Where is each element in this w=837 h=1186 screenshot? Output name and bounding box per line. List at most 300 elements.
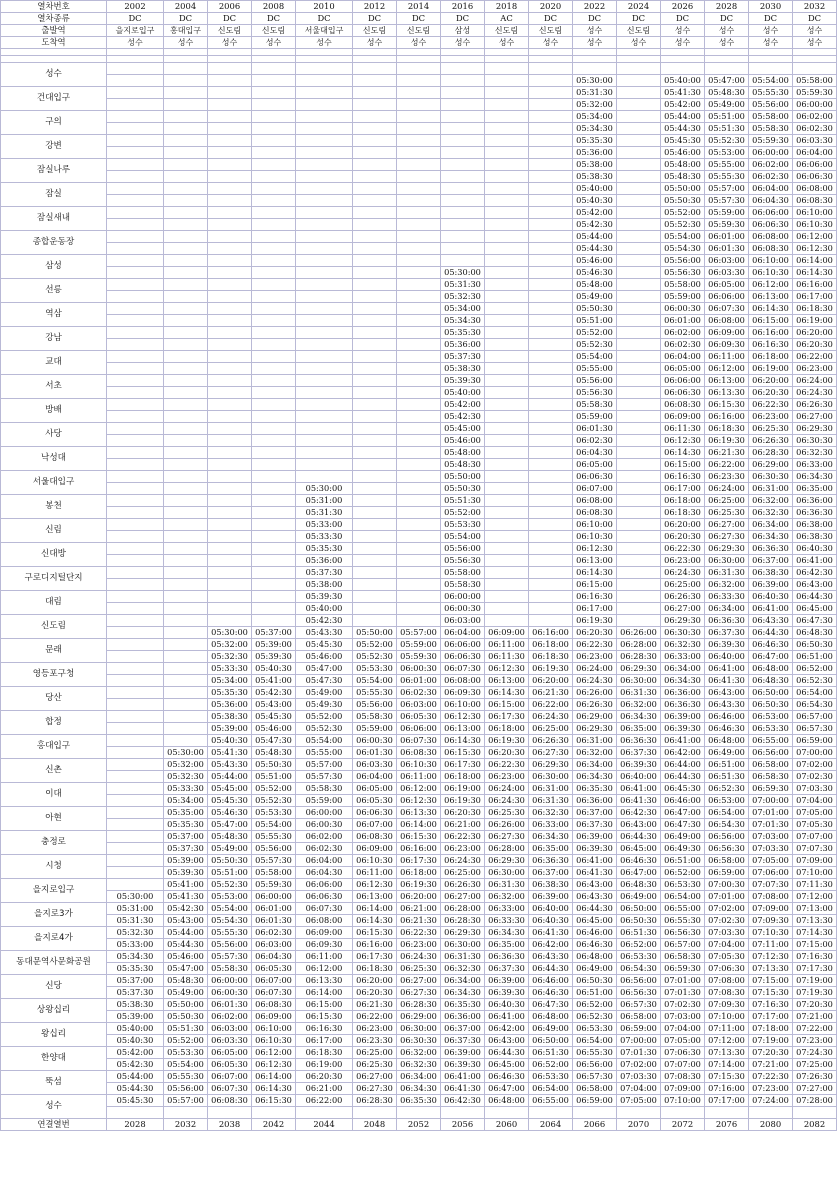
time-cell: 06:35:30: [397, 1095, 441, 1107]
time-cell: [164, 339, 208, 351]
time-cell: 07:10:00: [705, 1011, 749, 1023]
time-cell: [529, 207, 573, 219]
time-cell: 05:58:00: [793, 75, 837, 87]
time-cell: 06:12:30: [397, 795, 441, 807]
time-cell: 06:48:00: [529, 1011, 573, 1023]
time-cell: [164, 579, 208, 591]
header-cell: DC: [397, 13, 441, 25]
time-cell: [164, 603, 208, 615]
time-cell: 05:46:00: [573, 255, 617, 267]
time-cell: [208, 531, 252, 543]
time-cell: 05:54:00: [208, 903, 252, 915]
time-cell: 05:40:30: [107, 1035, 164, 1047]
time-cell: 07:03:00: [749, 831, 793, 843]
time-cell: 06:03:00: [705, 255, 749, 267]
time-cell: [441, 123, 485, 135]
time-cell: 06:44:30: [485, 1047, 529, 1059]
time-cell: 06:05:00: [208, 1047, 252, 1059]
time-cell: 06:41:00: [441, 1071, 485, 1083]
time-cell: [485, 591, 529, 603]
header-cell: 홍대입구: [164, 25, 208, 37]
time-cell: [397, 399, 441, 411]
time-cell: 06:49:00: [661, 831, 705, 843]
time-cell: 06:00:00: [441, 591, 485, 603]
time-cell: [485, 579, 529, 591]
time-cell: 05:36:00: [573, 147, 617, 159]
time-cell: 07:08:30: [661, 1071, 705, 1083]
header-cell: 성수: [208, 37, 252, 49]
time-cell: 06:34:30: [617, 711, 661, 723]
time-cell: [296, 291, 353, 303]
time-cell: [164, 1107, 208, 1119]
station-row: [1, 951, 837, 963]
time-cell: 06:22:30: [397, 927, 441, 939]
time-cell: [107, 459, 164, 471]
time-cell: 06:46:30: [485, 1071, 529, 1083]
time-cell: [107, 315, 164, 327]
time-cell: 06:46:00: [529, 975, 573, 987]
time-cell: [164, 435, 208, 447]
time-cell: 06:22:30: [749, 399, 793, 411]
time-cell: 06:55:00: [749, 735, 793, 747]
time-cell: 06:43:00: [485, 1035, 529, 1047]
time-cell: 07:05:00: [793, 807, 837, 819]
time-cell: [485, 219, 529, 231]
time-cell: 06:40:30: [529, 915, 573, 927]
time-cell: 06:21:30: [397, 915, 441, 927]
time-cell: [485, 399, 529, 411]
time-cell: [397, 183, 441, 195]
time-cell: 06:43:30: [705, 699, 749, 711]
header-cell: 신도림: [353, 25, 397, 37]
time-cell: 06:28:30: [441, 915, 485, 927]
time-cell: 06:15:00: [485, 699, 529, 711]
time-cell: 06:07:30: [705, 303, 749, 315]
spacer-cell: [793, 56, 837, 63]
time-cell: 06:40:00: [617, 771, 661, 783]
time-cell: 06:16:00: [397, 843, 441, 855]
time-cell: 06:32:30: [529, 807, 573, 819]
time-cell: 06:15:00: [749, 315, 793, 327]
time-cell: 06:24:30: [793, 387, 837, 399]
time-cell: 06:32:00: [573, 747, 617, 759]
time-cell: [397, 291, 441, 303]
header-cell: 성수: [107, 37, 164, 49]
station-name: 잠실나루: [1, 159, 107, 183]
time-cell: 06:23:30: [705, 471, 749, 483]
time-cell: 06:42:30: [793, 567, 837, 579]
time-cell: 06:22:30: [485, 759, 529, 771]
time-cell: [107, 483, 164, 495]
time-cell: 06:25:00: [353, 1047, 397, 1059]
time-cell: 06:07:30: [208, 1083, 252, 1095]
time-cell: 07:18:00: [749, 1023, 793, 1035]
time-cell: 06:01:30: [252, 915, 296, 927]
time-cell: 05:39:00: [107, 1011, 164, 1023]
station-name: 동대문역사문화공원: [1, 951, 107, 975]
time-cell: 05:48:00: [661, 159, 705, 171]
time-cell: 06:49:30: [661, 843, 705, 855]
time-cell: [208, 315, 252, 327]
time-cell: 06:14:30: [485, 687, 529, 699]
station-row: [1, 711, 837, 723]
time-cell: [485, 279, 529, 291]
time-cell: 06:53:00: [705, 795, 749, 807]
time-cell: 05:38:30: [573, 171, 617, 183]
time-cell: [529, 75, 573, 87]
station-name: 상왕십리: [1, 999, 107, 1023]
time-cell: [107, 555, 164, 567]
time-cell: [296, 219, 353, 231]
time-cell: [107, 867, 164, 879]
time-cell: 05:56:00: [749, 99, 793, 111]
time-cell: 06:09:00: [252, 1011, 296, 1023]
time-cell: 05:47:30: [296, 675, 353, 687]
time-cell: 06:06:00: [661, 375, 705, 387]
time-cell: 05:56:00: [441, 543, 485, 555]
time-cell: [208, 87, 252, 99]
time-cell: 07:11:00: [749, 939, 793, 951]
time-cell: [164, 459, 208, 471]
time-cell: 05:52:00: [252, 783, 296, 795]
time-cell: [107, 423, 164, 435]
time-cell: [353, 507, 397, 519]
time-cell: [107, 111, 164, 123]
time-cell: 05:33:30: [296, 531, 353, 543]
time-cell: [107, 219, 164, 231]
time-cell: 05:56:30: [573, 387, 617, 399]
time-cell: 06:15:30: [252, 1095, 296, 1107]
time-cell: 06:19:30: [529, 663, 573, 675]
time-cell: 05:55:30: [749, 87, 793, 99]
time-cell: [617, 183, 661, 195]
time-cell: [397, 303, 441, 315]
time-cell: [296, 315, 353, 327]
station-row: [1, 663, 837, 675]
time-cell: [617, 99, 661, 111]
time-cell: 06:14:30: [793, 267, 837, 279]
time-cell: 06:07:00: [252, 975, 296, 987]
time-cell: 05:58:30: [208, 963, 252, 975]
time-cell: 06:21:30: [705, 447, 749, 459]
time-cell: [529, 63, 573, 75]
time-cell: 06:00:00: [252, 891, 296, 903]
time-cell: 06:00:00: [749, 147, 793, 159]
station-row: [1, 651, 837, 663]
time-cell: [353, 291, 397, 303]
time-cell: [617, 123, 661, 135]
time-cell: 06:03:30: [793, 135, 837, 147]
time-cell: [107, 807, 164, 819]
header-cell: 신도림: [208, 25, 252, 37]
time-cell: [529, 363, 573, 375]
footer-cell: 2056: [441, 1119, 485, 1131]
time-cell: 06:32:00: [485, 891, 529, 903]
time-cell: 05:35:30: [164, 819, 208, 831]
time-cell: 07:03:00: [661, 1011, 705, 1023]
footer-cell: 2052: [397, 1119, 441, 1131]
time-cell: [164, 231, 208, 243]
station-row: [1, 183, 837, 195]
time-cell: 06:49:00: [705, 747, 749, 759]
time-cell: 06:43:00: [793, 579, 837, 591]
time-cell: [208, 387, 252, 399]
time-cell: 06:52:00: [573, 999, 617, 1011]
footer-cell: 2072: [661, 1119, 705, 1131]
time-cell: 05:55:30: [252, 831, 296, 843]
time-cell: [749, 1107, 793, 1119]
time-cell: 06:53:30: [529, 1071, 573, 1083]
station-name: 교대: [1, 351, 107, 375]
time-cell: 05:51:30: [441, 495, 485, 507]
time-cell: [529, 123, 573, 135]
time-cell: 05:39:30: [164, 867, 208, 879]
time-cell: 06:46:30: [573, 939, 617, 951]
time-cell: [617, 435, 661, 447]
header-cell: 성수: [705, 37, 749, 49]
time-cell: 06:27:00: [397, 975, 441, 987]
time-cell: [107, 267, 164, 279]
header-cell: 성수: [793, 25, 837, 37]
time-cell: 06:37:30: [705, 627, 749, 639]
station-row: [1, 75, 837, 87]
header-cell: 2030: [749, 1, 793, 13]
time-cell: 07:10:30: [749, 927, 793, 939]
station-row: [1, 411, 837, 423]
station-row: [1, 1059, 837, 1071]
station-row: [1, 699, 837, 711]
time-cell: [107, 747, 164, 759]
time-cell: [441, 135, 485, 147]
spacer-cell: [1, 56, 107, 63]
time-cell: 07:20:30: [793, 999, 837, 1011]
time-cell: 05:37:30: [164, 843, 208, 855]
time-cell: 06:51:00: [661, 855, 705, 867]
time-cell: [441, 195, 485, 207]
station-name: 신촌: [1, 759, 107, 783]
time-cell: 06:49:00: [617, 891, 661, 903]
time-cell: 06:12:00: [705, 363, 749, 375]
time-cell: [353, 579, 397, 591]
time-cell: 06:06:00: [397, 723, 441, 735]
time-cell: 05:50:30: [441, 483, 485, 495]
time-cell: 06:19:30: [485, 735, 529, 747]
time-cell: 05:50:30: [164, 1011, 208, 1023]
spacer-cell: [397, 56, 441, 63]
time-cell: 06:03:30: [705, 267, 749, 279]
time-cell: 06:02:30: [661, 339, 705, 351]
time-cell: 06:40:30: [793, 543, 837, 555]
header-cell: DC: [208, 13, 252, 25]
time-cell: 06:33:00: [485, 903, 529, 915]
time-cell: 05:58:30: [573, 399, 617, 411]
station-name: 잠실: [1, 183, 107, 207]
time-cell: [397, 579, 441, 591]
time-cell: 05:53:00: [208, 891, 252, 903]
time-cell: 06:07:00: [573, 483, 617, 495]
time-cell: 06:24:30: [529, 711, 573, 723]
time-cell: [164, 243, 208, 255]
time-cell: 05:30:00: [164, 747, 208, 759]
time-cell: [397, 615, 441, 627]
time-cell: [107, 411, 164, 423]
time-cell: 06:10:30: [749, 267, 793, 279]
time-cell: 06:04:30: [749, 195, 793, 207]
time-cell: 06:58:00: [749, 759, 793, 771]
time-cell: 05:44:00: [208, 771, 252, 783]
time-cell: [353, 327, 397, 339]
time-cell: 06:15:30: [397, 831, 441, 843]
time-cell: 05:54:00: [573, 351, 617, 363]
time-cell: 06:56:00: [573, 1059, 617, 1071]
time-cell: 05:59:00: [705, 207, 749, 219]
time-cell: 05:53:30: [252, 807, 296, 819]
time-cell: [529, 255, 573, 267]
station-row: [1, 639, 837, 651]
station-row: [1, 99, 837, 111]
time-cell: [441, 255, 485, 267]
station-name: 을지로3가: [1, 903, 107, 927]
time-cell: [617, 195, 661, 207]
time-cell: 07:01:30: [617, 1047, 661, 1059]
time-cell: 06:43:00: [705, 687, 749, 699]
station-row: [1, 267, 837, 279]
time-cell: 05:38:30: [107, 999, 164, 1011]
time-cell: [296, 339, 353, 351]
time-cell: 06:43:30: [749, 615, 793, 627]
time-cell: 06:02:00: [661, 327, 705, 339]
time-cell: 06:12:30: [441, 711, 485, 723]
footer-cell: 2080: [749, 1119, 793, 1131]
time-cell: [485, 567, 529, 579]
time-cell: 06:52:00: [529, 1059, 573, 1071]
time-cell: 06:56:00: [749, 747, 793, 759]
time-cell: 06:55:30: [573, 1047, 617, 1059]
time-cell: [208, 471, 252, 483]
time-cell: [208, 351, 252, 363]
time-cell: 06:18:30: [296, 1047, 353, 1059]
station-row: [1, 1047, 837, 1059]
station-row: [1, 1011, 837, 1023]
time-cell: 05:57:00: [397, 627, 441, 639]
time-cell: 06:00:00: [208, 975, 252, 987]
time-cell: 07:06:00: [749, 867, 793, 879]
time-cell: [252, 327, 296, 339]
time-cell: 06:48:30: [749, 675, 793, 687]
header-cell: 성수: [441, 37, 485, 49]
time-cell: 06:28:00: [617, 639, 661, 651]
spacer-cell: [296, 49, 353, 56]
time-cell: 05:41:00: [164, 879, 208, 891]
spacer-cell: [749, 49, 793, 56]
time-cell: [252, 75, 296, 87]
time-cell: [107, 531, 164, 543]
time-cell: [529, 423, 573, 435]
time-cell: 06:15:00: [296, 999, 353, 1011]
time-cell: 06:14:00: [353, 903, 397, 915]
time-cell: 06:14:30: [749, 303, 793, 315]
time-cell: 06:16:00: [793, 279, 837, 291]
time-cell: 06:50:30: [749, 699, 793, 711]
time-cell: 06:27:00: [353, 1071, 397, 1083]
time-cell: 05:33:00: [107, 939, 164, 951]
time-cell: 06:14:30: [661, 447, 705, 459]
time-cell: 06:34:30: [485, 927, 529, 939]
time-cell: [296, 207, 353, 219]
time-cell: [441, 63, 485, 75]
time-cell: 05:40:00: [441, 387, 485, 399]
time-cell: [164, 651, 208, 663]
time-cell: [107, 255, 164, 267]
time-cell: 06:42:00: [529, 939, 573, 951]
time-cell: [441, 75, 485, 87]
time-cell: 06:35:30: [573, 783, 617, 795]
timetable-body: [1, 1, 837, 1131]
time-cell: 07:06:30: [705, 963, 749, 975]
time-cell: 06:32:30: [749, 507, 793, 519]
header-cell: DC: [661, 13, 705, 25]
time-cell: 06:28:30: [617, 651, 661, 663]
time-cell: 06:20:00: [749, 375, 793, 387]
time-cell: [164, 495, 208, 507]
header-cell: 삼성: [441, 25, 485, 37]
time-cell: 05:48:30: [441, 459, 485, 471]
station-name: 강변: [1, 135, 107, 159]
time-cell: [107, 351, 164, 363]
station-name: 신당: [1, 975, 107, 999]
time-cell: 05:33:30: [208, 663, 252, 675]
time-cell: 07:16:00: [705, 1083, 749, 1095]
header-cell: 2028: [705, 1, 749, 13]
time-cell: [252, 195, 296, 207]
time-cell: [617, 159, 661, 171]
time-cell: 06:41:00: [661, 735, 705, 747]
time-cell: 05:56:00: [208, 939, 252, 951]
time-cell: 06:07:30: [296, 903, 353, 915]
header-cell: DC: [749, 13, 793, 25]
time-cell: 06:23:30: [353, 1035, 397, 1047]
time-cell: 06:18:00: [485, 723, 529, 735]
header-row-origin: [1, 25, 837, 37]
time-cell: [397, 219, 441, 231]
time-cell: 06:41:30: [441, 1083, 485, 1095]
time-cell: 07:24:30: [793, 1047, 837, 1059]
time-cell: 07:02:00: [705, 903, 749, 915]
time-cell: 05:52:30: [573, 339, 617, 351]
station-name: 구의: [1, 111, 107, 135]
time-cell: [164, 447, 208, 459]
station-name: 영등포구청: [1, 663, 107, 687]
time-cell: [485, 147, 529, 159]
time-cell: 06:41:30: [617, 795, 661, 807]
spacer-cell: [485, 49, 529, 56]
time-cell: [397, 111, 441, 123]
time-cell: 07:13:30: [749, 963, 793, 975]
time-cell: 06:44:30: [617, 831, 661, 843]
time-cell: 05:39:00: [164, 855, 208, 867]
time-cell: [107, 615, 164, 627]
time-cell: 06:22:30: [441, 831, 485, 843]
time-cell: 05:49:00: [705, 99, 749, 111]
time-cell: [397, 567, 441, 579]
time-cell: 06:00:00: [793, 99, 837, 111]
time-cell: 06:59:30: [749, 783, 793, 795]
station-row: [1, 1035, 837, 1047]
time-cell: 07:17:30: [793, 963, 837, 975]
time-cell: 05:44:00: [107, 1071, 164, 1083]
time-cell: 05:35:30: [441, 327, 485, 339]
time-cell: 06:52:30: [793, 675, 837, 687]
